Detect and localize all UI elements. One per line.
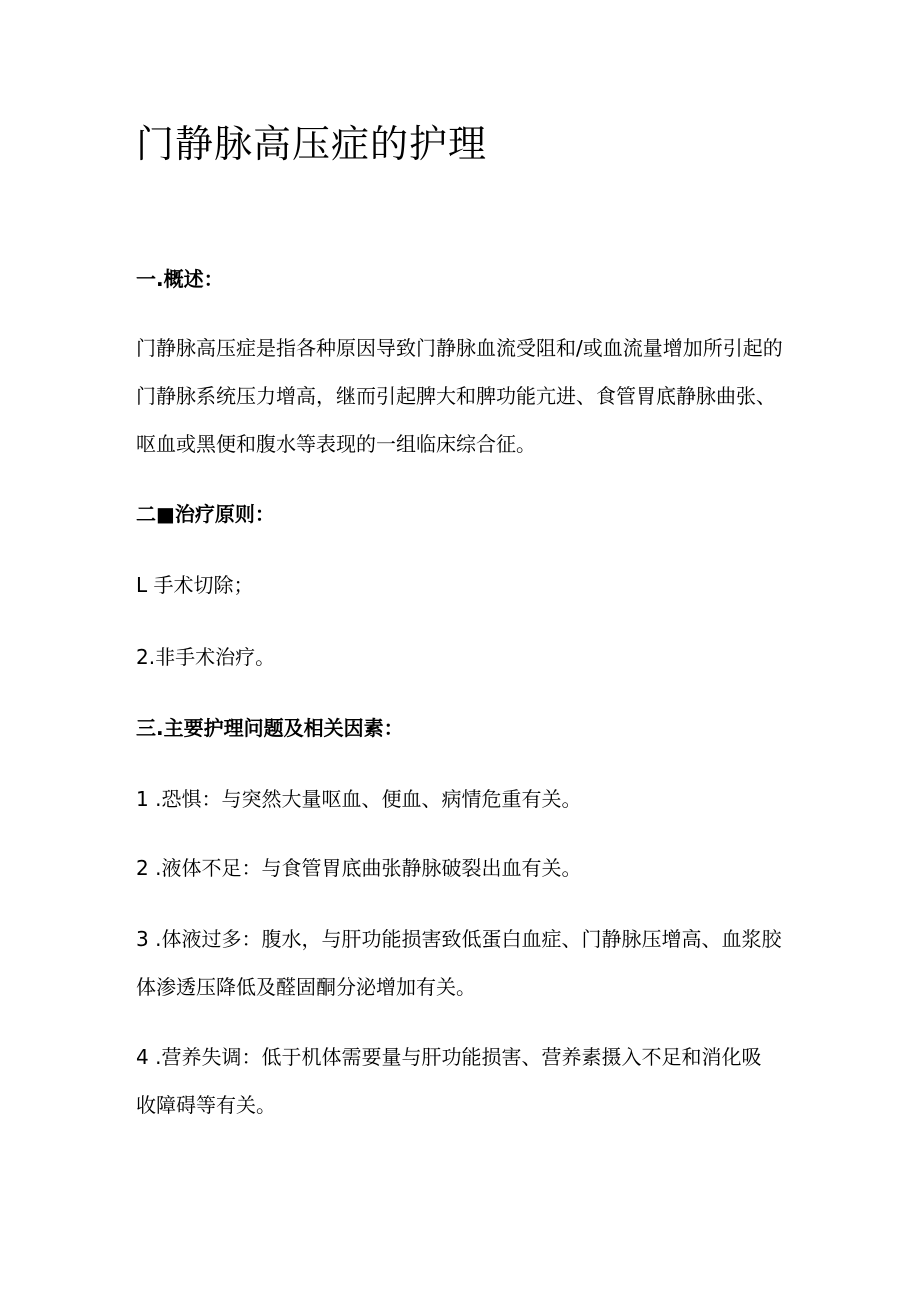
- nursing-problem-line: 3 .体液过多：腹水，与肝功能损害致低蛋白血症、门静脉压增高、血浆胶: [136, 927, 782, 951]
- nursing-problem-item: [136, 925, 796, 1021]
- nursing-problem-line: 4 .营养失调：低于机体需要量与肝功能损害、营养素摄入不足和消化吸: [136, 1045, 762, 1069]
- nursing-problem-item: [136, 1043, 796, 1139]
- nursing-problem-item: 2 .液体不足：与食管胃底曲张静脉破裂出血有关。: [136, 856, 582, 880]
- treatment-item: 2.非手术治疗。: [136, 645, 276, 669]
- document-title: 门静脉高压症的护理: [136, 122, 488, 166]
- nursing-problem-item: 1 .恐惧：与突然大量呕血、便血、病情危重有关。: [136, 787, 582, 811]
- section-heading-treatment: 二■治疗原则：: [136, 502, 275, 526]
- overview-paragraph: [136, 334, 796, 478]
- section-heading-overview: 一.概述：: [136, 267, 224, 291]
- overview-line: 门静脉高压症是指各种原因导致门静脉血流受阻和/或血流量增加所引起的: [136, 336, 783, 360]
- section-heading-nursing-problems: 三.主要护理问题及相关因素：: [136, 716, 404, 740]
- nursing-problem-line: 体渗透压降低及醛固酮分泌增加有关。: [136, 975, 476, 999]
- overview-line: 门静脉系统压力增高，继而引起脾大和脾功能亢进、食管胃底静脉曲张、: [136, 384, 776, 408]
- overview-line: 呕血或黑便和腹水等表现的一组临床综合征。: [136, 432, 536, 456]
- nursing-problem-line: 收障碍等有关。: [136, 1093, 276, 1117]
- treatment-item: L 手术切除；: [136, 573, 254, 597]
